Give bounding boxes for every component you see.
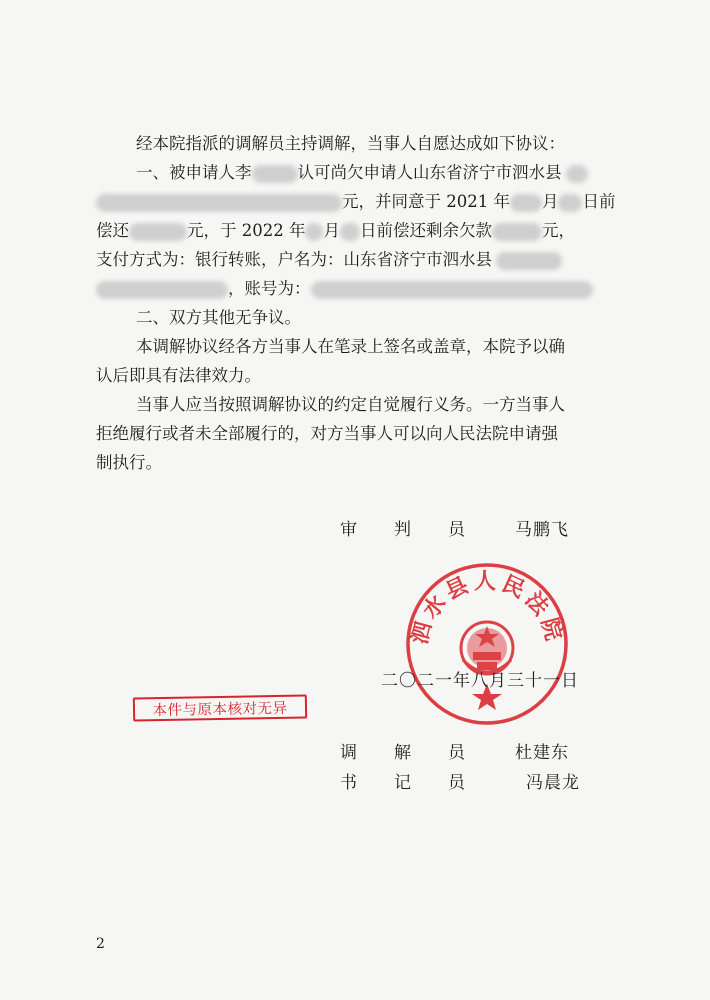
page-number: 2 bbox=[96, 936, 105, 952]
redacted-text bbox=[566, 165, 588, 183]
clause-1-text-f: 偿还 bbox=[96, 221, 129, 240]
clause-1-text-d: 月 bbox=[541, 192, 559, 211]
obligation-line-2: 拒绝履行或者未全部履行的，对方当事人可以向人民法院申请强 bbox=[96, 424, 558, 443]
clerk-title: 书 记 员 bbox=[340, 773, 466, 793]
clause-1-text-e: 日前 bbox=[582, 192, 616, 211]
redacted-day bbox=[340, 223, 360, 241]
judge-title: 审 判 员 bbox=[340, 520, 466, 540]
redacted-amount bbox=[492, 223, 542, 241]
redacted-party-name bbox=[96, 194, 342, 212]
judge-name: 马鹏飞 bbox=[515, 520, 569, 540]
court-seal-icon bbox=[403, 560, 571, 728]
clause-1-text-b: 认可尚欠申请人山东省济宁市泗水县 bbox=[297, 163, 562, 182]
redacted-account-name bbox=[496, 252, 562, 270]
mediator-title: 调 解 员 bbox=[340, 743, 466, 763]
redacted-amount bbox=[129, 223, 187, 241]
redacted-month bbox=[305, 223, 323, 241]
redacted-day bbox=[558, 194, 582, 212]
obligation-line-3: 制执行。 bbox=[96, 453, 162, 472]
clause-1-text-i: 日前偿还剩余欠款 bbox=[359, 221, 492, 240]
clause-1-text-j: 元， bbox=[541, 221, 575, 240]
redacted-month bbox=[510, 194, 542, 212]
clause-1-line-1 bbox=[136, 159, 588, 183]
clerk-name: 冯晨龙 bbox=[526, 773, 580, 793]
redacted-name bbox=[252, 165, 298, 183]
clause-1-line-2 bbox=[96, 188, 615, 212]
clause-1-line-4 bbox=[96, 246, 562, 270]
effect-line-1: 本调解协议经各方当事人在笔录上签名或盖章，本院予以确 bbox=[136, 337, 565, 356]
clause-1-text-l: ，账号为： bbox=[228, 279, 311, 298]
effect-line-2: 认后即具有法律效力。 bbox=[96, 366, 261, 385]
clause-1-line-5 bbox=[96, 275, 593, 299]
redacted-account-name bbox=[96, 281, 228, 299]
obligation-line-1: 当事人应当按照调解协议的约定自觉履行义务。一方当事人 bbox=[136, 395, 565, 414]
clause-1-text-k: 支付方式为：银行转账，户名为：山东省济宁市泗水县 bbox=[96, 250, 492, 269]
redacted-account-number bbox=[311, 281, 593, 299]
svg-text:泗水县人民法院: 泗水县人民法院 bbox=[407, 569, 567, 648]
copy-verified-stamp: 本件与原本核对无异 bbox=[133, 694, 307, 721]
document-date: 二〇二一年八月三十一日 bbox=[381, 671, 579, 691]
clause-1-text-h: 月 bbox=[323, 221, 340, 240]
clause-1-text-c: 元，并同意于 2021 年 bbox=[342, 192, 510, 211]
clause-1-text-g: 元，于 2022 年 bbox=[187, 221, 306, 240]
intro-line: 经本院指派的调解员主持调解，当事人自愿达成如下协议： bbox=[136, 134, 565, 153]
clause-1-text-a: 一、被申请人李 bbox=[136, 163, 252, 182]
clause-1-line-3 bbox=[96, 217, 575, 241]
mediator-name: 杜建东 bbox=[515, 743, 569, 763]
clause-2-line: 二、双方其他无争议。 bbox=[136, 308, 301, 327]
